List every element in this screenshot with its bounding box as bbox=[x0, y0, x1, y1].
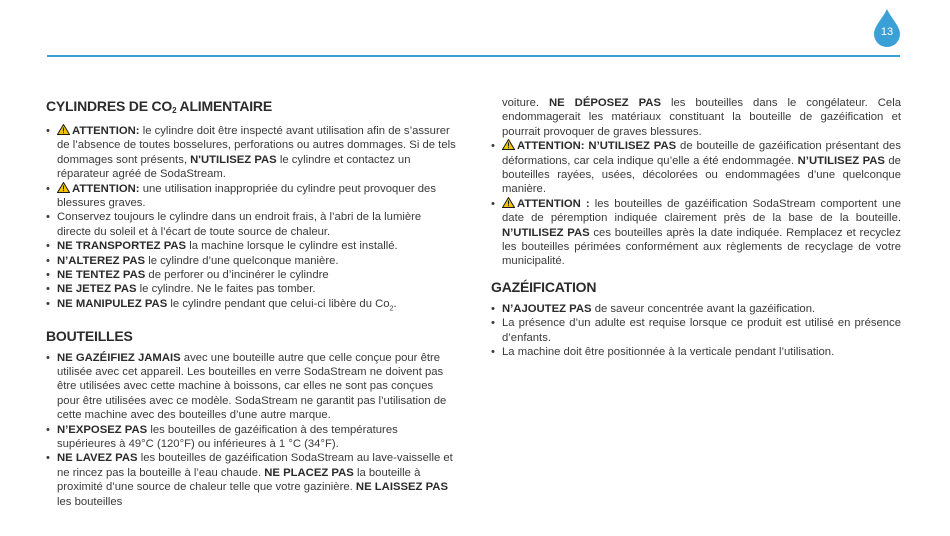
list-item: • ATTENTION: N’UTILISEZ PAS de bouteille de gazéification présentant des déformations, car cela indique qu’elle a été endommagée. N’UTILISEZ PAS de bouteilles rayées, usées, décolorées ou endommagées d’une quelconque manière. bbox=[491, 139, 901, 197]
section-title-gazeification: GAZÉIFICATION bbox=[491, 278, 597, 295]
warning-icon bbox=[57, 182, 70, 193]
section-title-bouteilles: BOUTEILLES bbox=[46, 327, 133, 344]
header-rule bbox=[47, 55, 900, 57]
list-item: • Conservez toujours le cylindre dans un endroit frais, à l’abri de la lumière directe du soleil et à l’écart de toute source de chaleur. bbox=[46, 210, 456, 239]
list-item: • NE TENTEZ PAS de perforer ou d’incinérer le cylindre bbox=[46, 268, 456, 282]
list-item: • NE JETEZ PAS le cylindre. Ne le faites pas tomber. bbox=[46, 282, 456, 296]
list-item: • La présence d’un adulte est requise lorsque ce produit est utilisé en présence d’enfants. bbox=[491, 316, 901, 345]
list-item: • ATTENTION: une utilisation inappropriée du cylindre peut provoquer des blessures graves. bbox=[46, 182, 456, 211]
list-item: • ATTENTION: le cylindre doit être inspecté avant utilisation afin de s’assurer de l’absence de toutes bosselures, perforations ou autres dommages. Si de tels dommages sont présents, N'UTILISEZ PAS le cylindre et contactez un réparateur agréé de SodaStream. bbox=[46, 124, 456, 182]
list-item: • N’ALTEREZ PAS le cylindre d’une quelconque manière. bbox=[46, 254, 456, 268]
bouteilles-list bbox=[46, 351, 456, 509]
list-item: • N’EXPOSEZ PAS les bouteilles de gazéification à des températures supérieures à 49°C (120°F) ou inférieures à 1 °C (34°F). bbox=[46, 423, 456, 452]
list-item: • La machine doit être positionnée à la verticale pendant l’utilisation. bbox=[491, 345, 901, 359]
section-title-cylindres: CYLINDRES DE $CO_2$ ALIMENTAIRE bbox=[46, 98, 272, 115]
list-item: • NE TRANSPORTEZ PAS la machine lorsque le cylindre est installé. bbox=[46, 239, 456, 253]
right-column bbox=[491, 96, 901, 360]
warning-icon bbox=[502, 197, 515, 208]
list-item: • NE LAVEZ PAS les bouteilles de gazéification SodaStream au lave-vaisselle et ne rincez pas la bouteille à l’eau chaude. NE PLACEZ PAS la bouteille à proximité d’une source de chaleur telle que votre gazinière. NE LAISSEZ PAS les bouteilles bbox=[46, 451, 456, 509]
list-item: voiture. NE DÉPOSEZ PAS les bouteilles dans le congélateur. Cela endommagerait les matériaux constituant la bouteille de gazéification et pourrait provoquer de graves blessures. bbox=[502, 97, 901, 138]
list-item: • NE GAZÉIFIEZ JAMAIS avec une bouteille autre que celle conçue pour être utilisée avec cet appareil. Les bouteilles en verre SodaStream ne doivent pas être utilisées avec cette machine à boissons, car elles ne sont pas conçues pour être utilisées avec ce modèle. SodaStream ne garantit pas l’utilisation de cette machine avec des bouteilles d’une autre marque. bbox=[46, 351, 456, 423]
warning-icon bbox=[57, 124, 70, 135]
list-item: • NE MANIPULEZ PAS le cylindre pendant que celui-ci libère du $Co_2$. bbox=[46, 297, 456, 317]
bouteilles-list-continued bbox=[491, 96, 901, 269]
page-number: 13 bbox=[880, 26, 894, 38]
list-item: • N’AJOUTEZ PAS de saveur concentrée avant la gazéification. bbox=[491, 302, 901, 316]
left-column bbox=[46, 97, 456, 509]
cylindres-list bbox=[46, 124, 456, 317]
gazeification-list bbox=[491, 302, 901, 360]
list-item: • ATTENTION : les bouteilles de gazéification SodaStream comportent une date de péremption indiquée clairement près de la base de la bouteille. N’UTILISEZ PAS ces bouteilles après la date indiquée. Remplacez et recyclez les bouteilles périmées conformément aux règlements de recyclage de votre municipalité. bbox=[491, 197, 901, 269]
warning-icon bbox=[502, 139, 515, 150]
